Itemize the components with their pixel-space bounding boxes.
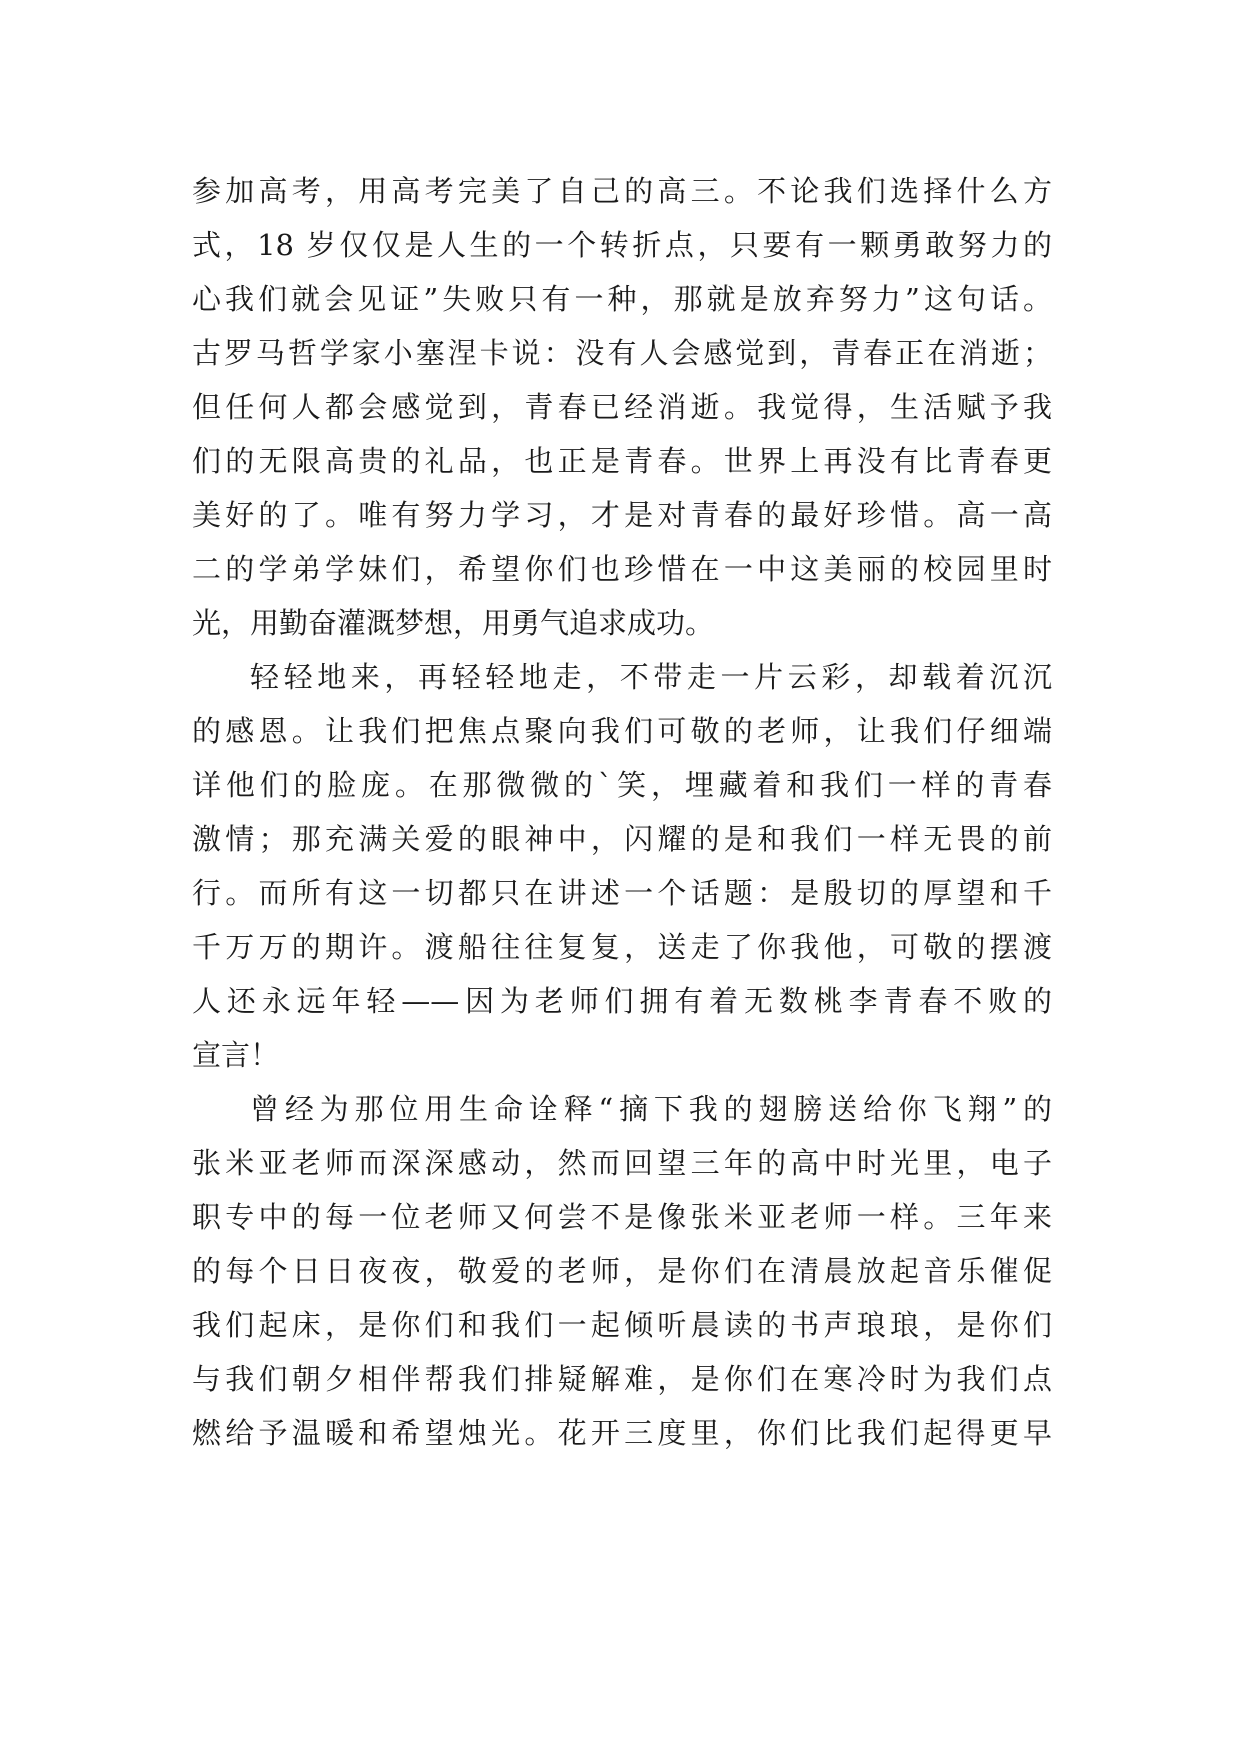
text-line: 张米亚老师而深深感动，然而回望三年的高中时光里，电子 [192, 1146, 1052, 1180]
text-line: 宣言！ [192, 1038, 280, 1072]
paragraph-first-line: 轻轻地来，再轻轻地走，不带走一片云彩，却载着沉沉 [250, 660, 1052, 694]
text-line: 式，18 岁仅仅是人生的一个转折点，只要有一颗勇敢努力的 [192, 228, 1052, 262]
text-line: 详他们的脸庞。在那微微的`笑，埋藏着和我们一样的青春 [192, 768, 1052, 802]
text-line: 的每个日日夜夜，敬爱的老师，是你们在清晨放起音乐催促 [192, 1254, 1052, 1288]
text-line: 我们起床，是你们和我们一起倾听晨读的书声琅琅，是你们 [192, 1308, 1052, 1342]
text-line: 心我们就会见证”失败只有一种，那就是放弃努力”这句话。 [192, 282, 1052, 316]
text-line: 参加高考，用高考完美了自己的高三。不论我们选择什么方 [192, 174, 1052, 208]
text-line: 千万万的期许。渡船往往复复，送走了你我他，可敬的摆渡 [192, 930, 1052, 964]
text-line: 但任何人都会感觉到，青春已经消逝。我觉得，生活赋予我 [192, 390, 1052, 424]
text-line: 职专中的每一位老师又何尝不是像张米亚老师一样。三年来 [192, 1200, 1052, 1234]
text-line: 行。而所有这一切都只在讲述一个话题：是殷切的厚望和千 [192, 876, 1052, 910]
text-line: 与我们朝夕相伴帮我们排疑解难，是你们在寒冷时为我们点 [192, 1362, 1052, 1396]
text-line: 激情；那充满关爱的眼神中，闪耀的是和我们一样无畏的前 [192, 822, 1052, 856]
text-line: 二的学弟学妹们，希望你们也珍惜在一中这美丽的校园里时 [192, 552, 1052, 586]
text-line: 光，用勤奋灌溉梦想，用勇气追求成功。 [192, 606, 715, 640]
text-line: 燃给予温暖和希望烛光。花开三度里，你们比我们起得更早 [192, 1416, 1052, 1450]
text-line: 的感恩。让我们把焦点聚向我们可敬的老师，让我们仔细端 [192, 714, 1052, 748]
text-line: 们的无限高贵的礼品，也正是青春。世界上再没有比青春更 [192, 444, 1052, 478]
paragraph-first-line: 曾经为那位用生命诠释“摘下我的翅膀送给你飞翔”的 [250, 1092, 1052, 1126]
body-text [192, 164, 1052, 1460]
text-line: 人还永远年轻——因为老师们拥有着无数桃李青春不败的 [192, 984, 1052, 1018]
text-line: 美好的了。唯有努力学习，才是对青春的最好珍惜。高一高 [192, 498, 1052, 532]
text-line: 古罗马哲学家小塞涅卡说：没有人会感觉到，青春正在消逝； [192, 336, 1052, 370]
